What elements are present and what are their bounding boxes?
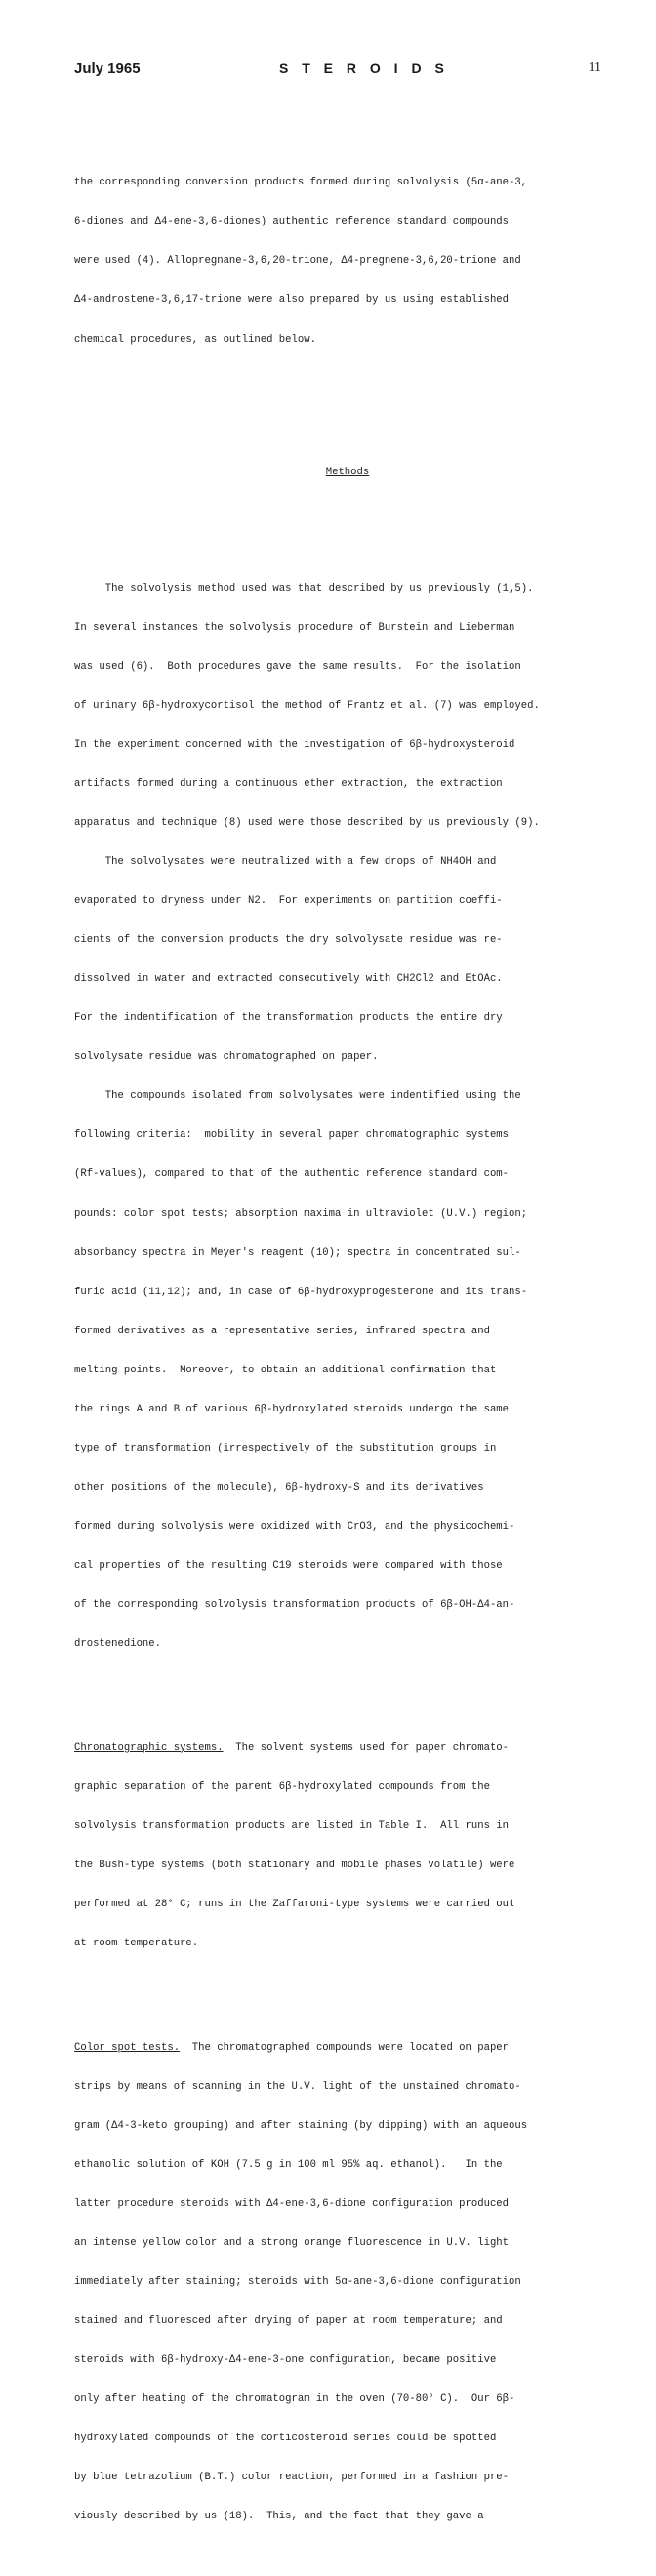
text-line: hydroxylated compounds of the corticosteroid series could be spotted	[74, 2432, 497, 2444]
header-date: July 1965	[74, 61, 141, 77]
text-line: In several instances the solvolysis procedure of Burstein and Lieberman	[74, 622, 515, 634]
journal-title: S T E R O I D S	[279, 61, 449, 76]
text-fragment: The chromatographed compounds were located on paper	[180, 2041, 510, 2054]
text-line: apparatus and technique (8) used were those described by us previously (9).	[74, 817, 540, 830]
text-line: The solvolysates were neutralized with a few drops of NH4OH and	[74, 856, 497, 869]
text-line: ethanolic solution of KOH (7.5 g in 100 ml 95% aq. ethanol). In the	[74, 2158, 503, 2171]
text-line: (Rf-values), compared to that of the authentic reference standard com-	[74, 1168, 510, 1181]
text-line	[74, 2042, 621, 2055]
text-line: gram (Δ4-3-keto grouping) and after staining (by dipping) with an aqueous	[74, 2119, 528, 2132]
text-line: cal properties of the resulting C19 steroids were compared with those	[74, 1559, 503, 1572]
text-line: artifacts formed during a continuous ether extraction, the extraction	[74, 778, 503, 791]
text-line: latter procedure steroids with Δ4-ene-3,6-dione configuration produced	[74, 2197, 510, 2210]
text-line: furic acid (11,12); and, in case of 6β-hydroxyprogesterone and its trans-	[74, 1286, 528, 1298]
text-line: pounds: color spot tests; absorption maxima in ultraviolet (U.V.) region;	[74, 1207, 528, 1220]
text-line: steroids with 6β-hydroxy-Δ4-ene-3-one configuration, became positive	[74, 2353, 497, 2366]
text-line: the corresponding conversion products formed during solvolysis (5α-ane-3,	[74, 177, 528, 189]
text-line: the Bush-type systems (both stationary and mobile phases volatile) were	[74, 1859, 515, 1871]
text-line: at room temperature.	[74, 1937, 199, 1949]
text-line: The compounds isolated from solvolysates were indentified using the	[74, 1090, 521, 1103]
text-line: evaporated to dryness under N2. For experiments on partition coeffi-	[74, 895, 503, 908]
text-line: The solvolysis method used was that described by us previously (1,5).	[74, 583, 534, 594]
subheading-color-spot-tests: Color spot tests.	[74, 2041, 181, 2054]
text-line: melting points. Moreover, to obtain an additional confirmation that	[74, 1364, 497, 1376]
color-spot-tests-paragraph	[74, 2016, 621, 2550]
text-line: by blue tetrazolium (B.T.) color reaction, performed in a fashion pre-	[74, 2471, 510, 2483]
text-fragment: The solvent systems used for paper chromato-	[223, 1741, 510, 1754]
text-line: of urinary 6β-hydroxycortisol the method of Frantz et al. (7) was employed.	[74, 700, 540, 713]
text-line: viously described by us (18). This, and the fact that they gave a	[74, 2510, 484, 2522]
text-line: formed during solvolysis were oxidized with CrO3, and the physicochemi-	[74, 1520, 515, 1533]
text-line: dissolved in water and extracted consecutively with CH2Cl2 and EtOAc.	[74, 973, 503, 986]
page-number: 11	[588, 61, 601, 75]
text-line: other positions of the molecule), 6β-hydroxy-S and its derivatives	[74, 1481, 484, 1493]
text-line: performed at 28° C; runs in the Zaffaroni-type systems were carried out	[74, 1898, 515, 1910]
text-line: an intense yellow color and a strong orange fluorescence in U.V. light	[74, 2236, 510, 2249]
text-line: was used (6). Both procedures gave the same results. For the isolation	[74, 661, 521, 674]
text-line: strips by means of scanning in the U.V. light of the unstained chromato-	[74, 2080, 521, 2093]
subheading-chromatographic-systems: Chromatographic systems.	[74, 1741, 224, 1754]
text-line: 6-diones and Δ4-ene-3,6-diones) authentic reference standard compounds	[74, 216, 510, 228]
text-line: For the indentification of the transformation products the entire dry	[74, 1012, 503, 1025]
text-line	[74, 1742, 621, 1755]
text-line: of the corresponding solvolysis transformation products of 6β-OH-Δ4-an-	[74, 1598, 515, 1611]
body-text	[74, 125, 621, 2576]
text-line: stained and fluoresced after drying of paper at room temperature; and	[74, 2314, 503, 2327]
text-line: type of transformation (irrespectively of the substitution groups in	[74, 1442, 497, 1454]
text-line: cients of the conversion products the dry solvolysate residue was re-	[74, 934, 503, 947]
text-line: only after heating of the chromatogram in the oven (70-80° C). Our 6β-	[74, 2392, 515, 2405]
chromatographic-systems-paragraph	[74, 1716, 621, 1977]
text-line: the rings A and B of various 6β-hydroxylated steroids undergo the same	[74, 1403, 510, 1415]
text-line: solvolysate residue was chromatographed on paper.	[74, 1051, 379, 1064]
text-line: In the experiment concerned with the investigation of 6β-hydroxysteroid	[74, 739, 515, 752]
text-line: Δ4-androstene-3,6,17-trione were also prepared by us using established	[74, 294, 510, 307]
text-line: drostenedione.	[74, 1637, 162, 1650]
text-line: chemical procedures, as outlined below.	[74, 333, 316, 346]
text-line: immediately after staining; steroids with 5α-ane-3,6-dione configuration	[74, 2275, 521, 2288]
text-line: graphic separation of the parent 6β-hydroxylated compounds from the	[74, 1780, 490, 1793]
page-header	[74, 61, 601, 82]
text-line: following criteria: mobility in several paper chromatographic systems	[74, 1129, 510, 1142]
text-line: formed derivatives as a representative series, infrared spectra and	[74, 1325, 490, 1337]
section-heading-methods: Methods	[325, 467, 370, 479]
text-line: solvolysis transformation products are listed in Table I. All runs in	[74, 1820, 510, 1832]
intro-paragraph	[74, 151, 621, 373]
methods-paragraphs	[74, 556, 621, 1677]
text-line: were used (4). Allopregnane-3,6,20-trione, Δ4-pregnene-3,6,20-trione and	[74, 255, 521, 267]
text-line: absorbancy spectra in Meyer's reagent (10); spectra in concentrated sul-	[74, 1247, 521, 1259]
